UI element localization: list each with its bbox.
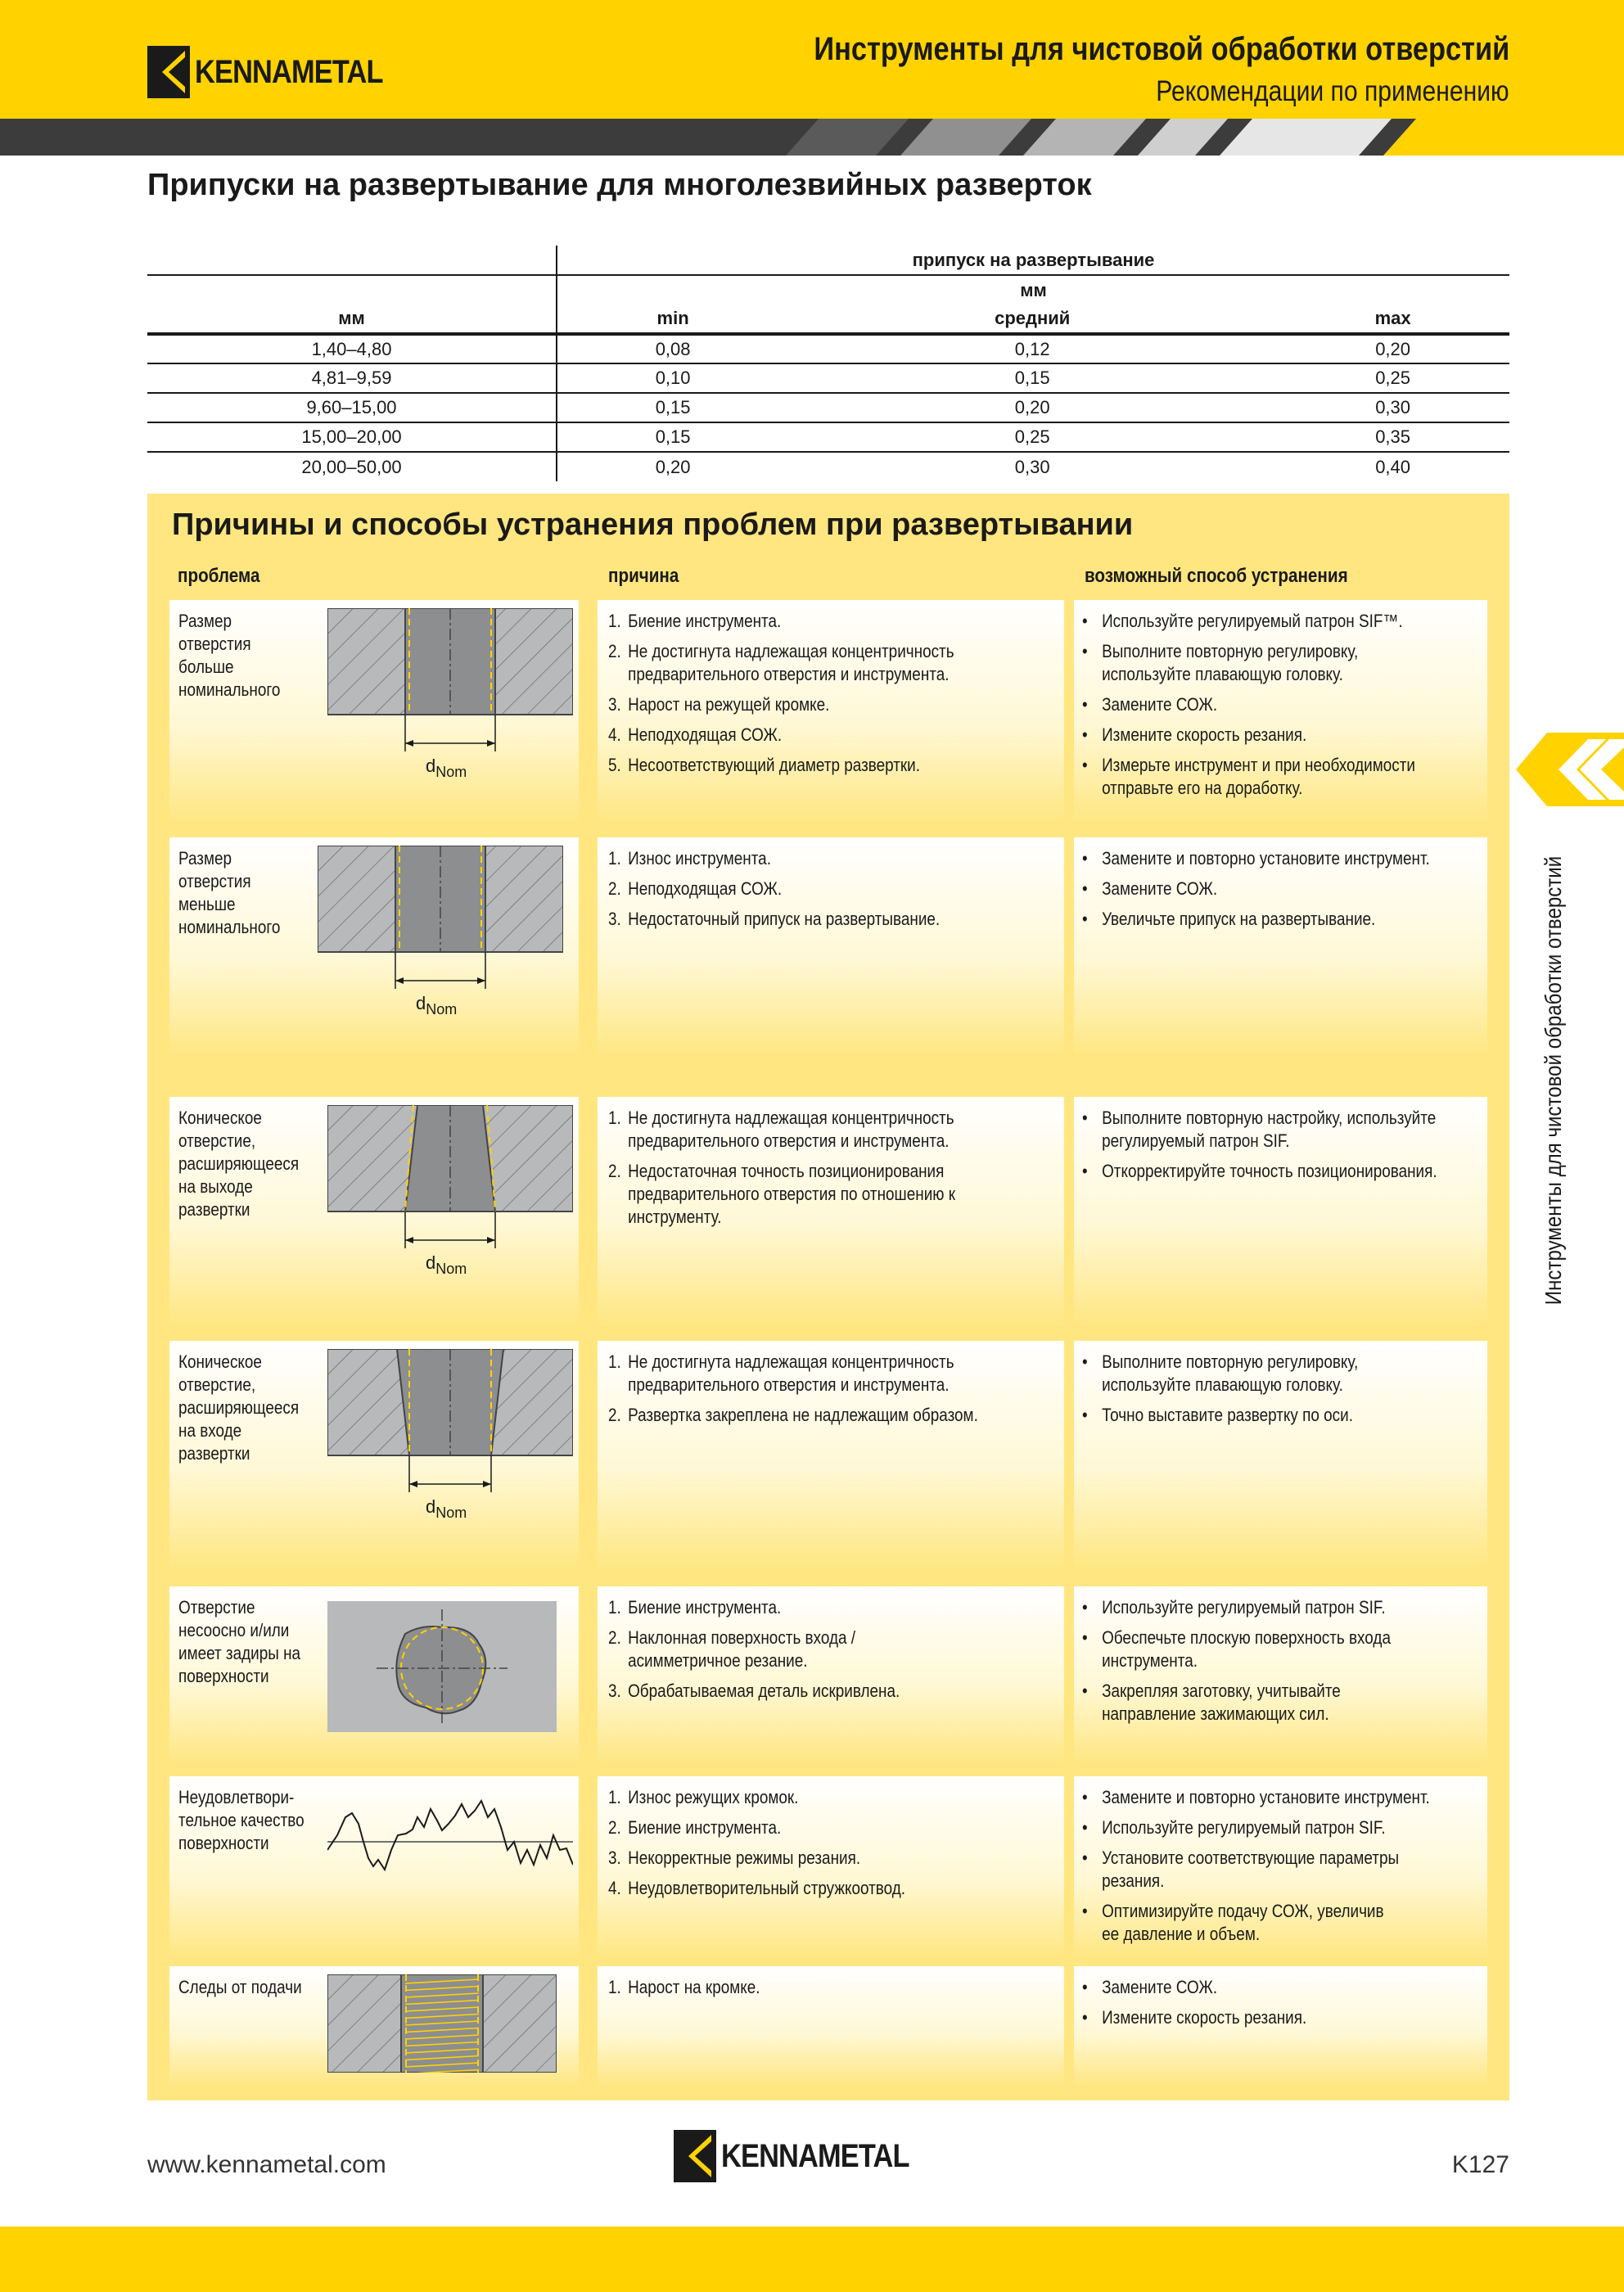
list-item bbox=[1082, 1351, 1358, 1396]
col-max-header: max bbox=[1276, 305, 1509, 334]
problem-diagram-icon bbox=[327, 608, 573, 780]
list-item bbox=[1082, 1160, 1437, 1183]
cell-min: 0,15 bbox=[557, 422, 788, 452]
list-line: Установите соответствующие параметры bbox=[1102, 1848, 1400, 1868]
list-line: Обрабатываемая деталь искривлена. bbox=[628, 1681, 900, 1701]
svg-text:dNom: $d_{Nom}$ bbox=[426, 1252, 467, 1277]
list-line: Не достигнута надлежащая концентричность bbox=[628, 1108, 954, 1128]
list-marker: 2. bbox=[608, 1627, 621, 1648]
list-item bbox=[608, 1976, 760, 1999]
svg-text:dNom: $d_{Nom}$ bbox=[426, 1496, 467, 1521]
list-marker: • bbox=[1082, 1848, 1088, 1868]
list-item bbox=[1082, 1680, 1391, 1726]
unit-header: мм bbox=[1020, 279, 1047, 300]
list-line: Замените и повторно установите инструмент. bbox=[1102, 848, 1430, 869]
list-item bbox=[1082, 1107, 1437, 1153]
list-line: Неподходящая СОЖ. bbox=[628, 724, 783, 745]
problem-line: отверстия bbox=[178, 871, 251, 891]
problem-line: отверстие, bbox=[178, 1374, 256, 1395]
list-marker: 1. bbox=[608, 611, 621, 631]
list-line: Неподходящая СОЖ. bbox=[628, 878, 783, 899]
list-line: предварительного отверстия и инструмента. bbox=[628, 664, 950, 684]
col-avg-header: средний bbox=[788, 305, 1276, 334]
list-line: Износ режущих кромок. bbox=[628, 1787, 799, 1807]
cause-list bbox=[608, 847, 940, 938]
problem-line: поверхности bbox=[178, 1666, 269, 1686]
problem-line: номинального bbox=[178, 679, 281, 700]
list-line: резания. bbox=[1102, 1870, 1165, 1891]
footer-bar bbox=[0, 2227, 1624, 2292]
list-line: регулируемый патрон SIF. bbox=[1102, 1130, 1290, 1151]
problem-line: Неудовлетвори- bbox=[178, 1787, 295, 1807]
list-line: инструмента. bbox=[1102, 1650, 1198, 1671]
problem-line: несоосно и/или bbox=[178, 1620, 290, 1640]
list-line: Наклонная поверхность входа / bbox=[628, 1627, 856, 1648]
list-line: Замените СОЖ. bbox=[1102, 878, 1218, 899]
list-item bbox=[608, 878, 940, 900]
cause-list bbox=[608, 1107, 955, 1236]
list-item bbox=[608, 1786, 905, 1809]
list-marker: 2. bbox=[608, 1817, 621, 1838]
list-line: Измерьте инструмент и при необходимости bbox=[1102, 755, 1415, 775]
problem-text bbox=[178, 847, 280, 939]
cell-avg: 0,12 bbox=[788, 334, 1276, 363]
list-item bbox=[608, 1596, 900, 1619]
list-marker: 2. bbox=[608, 1405, 621, 1425]
problem-line: Размер bbox=[178, 848, 232, 869]
cell-range: 20,00–50,00 bbox=[147, 452, 557, 481]
problem-text bbox=[178, 1107, 299, 1221]
header-subtitle: Рекомендации по применению bbox=[1156, 75, 1509, 107]
list-line: инструменту. bbox=[628, 1207, 722, 1227]
list-line: Оптимизируйте подачу СОЖ, увеличив bbox=[1102, 1901, 1384, 1921]
footer-url[interactable]: www.kennametal.com bbox=[147, 2151, 386, 2178]
remedy-list bbox=[1082, 847, 1430, 938]
remedy-list bbox=[1082, 1107, 1437, 1190]
problem-line: развертки bbox=[178, 1199, 250, 1220]
list-item bbox=[608, 1877, 905, 1900]
list-item bbox=[1082, 908, 1430, 931]
col-problem-header: проблема bbox=[178, 565, 260, 587]
list-marker: 3. bbox=[608, 909, 621, 929]
list-item bbox=[608, 1160, 955, 1229]
brand-wordmark: KENNAMETAL bbox=[195, 53, 383, 90]
list-line: Закрепляя заготовку, учитывайте bbox=[1102, 1681, 1341, 1701]
problem-diagram-icon bbox=[327, 1601, 557, 1732]
page-number: K127 bbox=[1451, 2151, 1509, 2178]
cell-avg: 0,25 bbox=[788, 422, 1276, 452]
list-marker: 2. bbox=[608, 878, 621, 899]
list-marker: • bbox=[1082, 1405, 1088, 1425]
list-line: Неудовлетворительный стружкоотвод. bbox=[628, 1878, 906, 1898]
list-line: Замените и повторно установите инструмент. bbox=[1102, 1787, 1430, 1807]
col-cause-header: причина bbox=[608, 565, 679, 587]
list-marker: • bbox=[1082, 694, 1088, 715]
list-marker: • bbox=[1082, 2007, 1088, 2028]
problem-line: расширяющееся bbox=[178, 1397, 300, 1418]
cell-range: 9,60–15,00 bbox=[147, 393, 557, 422]
list-line: Некорректные режимы резания. bbox=[628, 1848, 861, 1868]
list-line: Не достигнута надлежащая концентричность bbox=[628, 641, 954, 661]
list-item bbox=[1082, 1596, 1391, 1619]
problem-text bbox=[178, 610, 280, 702]
list-marker: 1. bbox=[608, 1787, 621, 1807]
col-remedy-header: возможный способ устранения bbox=[1085, 565, 1348, 587]
list-marker: • bbox=[1082, 611, 1088, 631]
problem-line: отверстие, bbox=[178, 1130, 256, 1151]
cell-range: 4,81–9,59 bbox=[147, 363, 557, 393]
list-line: Выполните повторную регулировку, bbox=[1102, 641, 1359, 661]
list-item bbox=[608, 640, 954, 686]
cell-max: 0,40 bbox=[1375, 456, 1411, 477]
list-line: Увеличьте припуск на развертывание. bbox=[1102, 909, 1376, 929]
list-item bbox=[1082, 847, 1430, 870]
problem-text bbox=[178, 1786, 304, 1855]
cause-list bbox=[608, 1976, 760, 2006]
list-item bbox=[608, 610, 954, 633]
cell-range: 15,00–20,00 bbox=[147, 422, 557, 452]
list-item bbox=[608, 847, 940, 870]
list-item bbox=[608, 1847, 905, 1870]
cell-min: 0,10 bbox=[557, 363, 788, 393]
problem-line: Следы от подачи bbox=[178, 1977, 302, 1997]
problem-text bbox=[178, 1976, 302, 1999]
list-line: Развертка закреплена не надлежащим образом. bbox=[628, 1405, 978, 1425]
list-marker: • bbox=[1082, 1977, 1088, 1997]
list-line: Не достигнута надлежащая концентричность bbox=[628, 1351, 954, 1372]
list-line: Нарост на кромке. bbox=[628, 1977, 760, 1997]
list-line: Биение инструмента. bbox=[628, 1817, 782, 1838]
table-row bbox=[147, 334, 1509, 363]
col-min-header: min bbox=[557, 305, 788, 334]
table-row bbox=[147, 422, 1509, 452]
list-item bbox=[608, 1404, 978, 1427]
list-marker: 4. bbox=[608, 724, 621, 745]
list-line: Замените СОЖ. bbox=[1102, 1977, 1218, 1997]
problem-line: тельное качество bbox=[178, 1810, 304, 1830]
list-line: ее давление и объем. bbox=[1102, 1924, 1261, 1944]
cell-min: 0,15 bbox=[557, 393, 788, 422]
list-item bbox=[1082, 640, 1415, 686]
problem-line: больше bbox=[178, 656, 234, 677]
cell-max: 0,25 bbox=[1276, 363, 1509, 393]
header-title: Инструменты для чистовой обработки отверстий bbox=[814, 31, 1509, 67]
list-marker: 3. bbox=[608, 1848, 621, 1868]
footer-kennametal-logo bbox=[674, 2130, 940, 2182]
problem-line: Коническое bbox=[178, 1108, 262, 1128]
cause-list bbox=[608, 1596, 900, 1710]
table-corner bbox=[147, 246, 557, 275]
list-line: Выполните повторную настройку, используйте bbox=[1102, 1108, 1437, 1128]
problem-diagram-icon bbox=[327, 1105, 573, 1277]
kennametal-k-icon bbox=[147, 46, 190, 98]
remedy-list bbox=[1082, 1976, 1306, 2037]
diameter-header: мм bbox=[147, 305, 557, 334]
list-line: Нарост на режущей кромке. bbox=[628, 694, 830, 715]
list-marker: • bbox=[1082, 1597, 1088, 1617]
list-marker: • bbox=[1082, 909, 1088, 929]
list-line: Несоответствующий диаметр развертки. bbox=[628, 755, 921, 775]
list-line: Замените СОЖ. bbox=[1102, 694, 1218, 715]
list-item bbox=[608, 1680, 900, 1703]
list-item bbox=[1082, 878, 1430, 900]
list-line: Биение инструмента. bbox=[628, 611, 782, 631]
problem-line: расширяющееся bbox=[178, 1153, 300, 1174]
table-row bbox=[147, 452, 1509, 481]
list-item bbox=[1082, 693, 1415, 716]
cell-avg: 0,30 bbox=[1014, 456, 1050, 477]
remedy-list bbox=[1082, 610, 1415, 807]
table-row bbox=[147, 363, 1509, 393]
list-marker: • bbox=[1082, 848, 1088, 869]
kennametal-k-icon bbox=[674, 2130, 716, 2182]
list-item bbox=[1082, 754, 1415, 800]
cause-list bbox=[608, 1351, 978, 1434]
problem-line: на входе bbox=[178, 1420, 242, 1441]
list-item bbox=[608, 1816, 905, 1839]
list-marker: • bbox=[1082, 1681, 1088, 1701]
problem-text bbox=[178, 1351, 299, 1465]
list-line: Обеспечьте плоскую поверхность входа bbox=[1102, 1627, 1391, 1648]
list-marker: • bbox=[1082, 1161, 1088, 1181]
problem-text bbox=[178, 1596, 300, 1688]
cell-max: 0,30 bbox=[1276, 393, 1509, 422]
list-item bbox=[1082, 1404, 1358, 1427]
list-item bbox=[1082, 1786, 1430, 1809]
list-line: асимметричное резание. bbox=[628, 1650, 808, 1671]
list-marker: • bbox=[1082, 1351, 1088, 1372]
problem-line: имеет задиры на bbox=[178, 1643, 301, 1663]
problem-line: Размер bbox=[178, 611, 232, 631]
list-line: направление зажимающих сил. bbox=[1102, 1703, 1329, 1724]
list-item bbox=[608, 693, 954, 716]
list-item bbox=[1082, 1816, 1430, 1839]
list-line: Выполните повторную регулировку, bbox=[1102, 1351, 1359, 1372]
troubleshooting-title: Причины и способы устранения проблем при развертывании bbox=[172, 508, 1134, 542]
problem-line: отверстия bbox=[178, 634, 251, 654]
list-line: Откорректируйте точность позиционирования. bbox=[1102, 1161, 1437, 1181]
problem-diagram-icon bbox=[327, 1784, 573, 1891]
remedy-list bbox=[1082, 1786, 1430, 1953]
page-header bbox=[0, 0, 1624, 119]
kennametal-logo bbox=[147, 46, 413, 98]
list-marker: 3. bbox=[608, 1681, 621, 1701]
list-item bbox=[608, 754, 954, 777]
list-item bbox=[1082, 1627, 1391, 1672]
list-line: отправьте его на доработку. bbox=[1102, 778, 1303, 798]
side-tab-chevron-icon bbox=[1516, 733, 1624, 806]
cell-avg: 0,15 bbox=[788, 363, 1276, 393]
list-line: предварительного отверстия и инструмента. bbox=[628, 1130, 950, 1151]
list-marker: • bbox=[1082, 1627, 1088, 1648]
list-marker: 3. bbox=[608, 694, 621, 715]
svg-text:dNom: $d_{Nom}$ bbox=[426, 756, 467, 780]
list-item bbox=[608, 1351, 978, 1396]
list-marker: 1. bbox=[608, 1108, 621, 1128]
problem-line: развертки bbox=[178, 1443, 250, 1464]
cell-avg: 0,20 bbox=[788, 393, 1276, 422]
list-line: Используйте регулируемый патрон SIF. bbox=[1102, 1597, 1386, 1617]
cell-max: 0,35 bbox=[1276, 422, 1509, 452]
list-marker: • bbox=[1082, 1787, 1088, 1807]
list-line: используйте плавающую головку. bbox=[1102, 1374, 1343, 1395]
list-marker: 4. bbox=[608, 1878, 621, 1898]
problem-line: Коническое bbox=[178, 1351, 262, 1372]
cell-max: 0,20 bbox=[1276, 334, 1509, 363]
list-marker: • bbox=[1082, 724, 1088, 745]
svg-text:dNom: $d_{Nom}$ bbox=[416, 993, 458, 1017]
cause-list bbox=[608, 610, 954, 784]
list-line: предварительного отверстия по отношению к bbox=[628, 1184, 955, 1204]
cell-range: 1,40–4,80 bbox=[147, 334, 557, 363]
list-line: Измените скорость резания. bbox=[1102, 2007, 1307, 2028]
list-item bbox=[608, 724, 954, 747]
table-row bbox=[147, 393, 1509, 422]
problem-line: меньше bbox=[178, 894, 236, 914]
list-item bbox=[1082, 1976, 1306, 1999]
list-marker: • bbox=[1082, 1817, 1088, 1838]
cell-min: 0,20 bbox=[655, 456, 691, 477]
list-marker: 1. bbox=[608, 1351, 621, 1372]
list-line: используйте плавающую головку. bbox=[1102, 664, 1343, 684]
problem-line: Отверстие bbox=[178, 1597, 255, 1617]
list-marker: 1. bbox=[608, 1977, 621, 1997]
list-item bbox=[1082, 1900, 1430, 1946]
list-item bbox=[608, 908, 940, 931]
remedy-list bbox=[1082, 1351, 1358, 1434]
brand-wordmark: KENNAMETAL bbox=[721, 2137, 909, 2174]
list-marker: • bbox=[1082, 641, 1088, 661]
problem-line: номинального bbox=[178, 917, 281, 937]
list-marker: • bbox=[1082, 1901, 1088, 1921]
list-line: Недостаточный припуск на развертывание. bbox=[628, 909, 941, 929]
list-item bbox=[1082, 610, 1415, 633]
list-line: Износ инструмента. bbox=[628, 848, 771, 869]
problem-line: на выходе bbox=[178, 1176, 253, 1197]
list-line: Используйте регулируемый патрон SIF™. bbox=[1102, 611, 1403, 631]
list-marker: • bbox=[1082, 755, 1088, 775]
remedy-list bbox=[1082, 1596, 1391, 1733]
group-header: припуск на развертывание bbox=[557, 246, 1509, 275]
problem-line: поверхности bbox=[178, 1833, 269, 1853]
cause-list bbox=[608, 1786, 905, 1907]
list-line: Используйте регулируемый патрон SIF. bbox=[1102, 1817, 1386, 1838]
list-item bbox=[608, 1107, 955, 1153]
list-item bbox=[1082, 2006, 1306, 2029]
allowance-table bbox=[147, 246, 1509, 481]
list-line: Точно выставите развертку по оси. bbox=[1102, 1405, 1353, 1425]
problem-diagram-icon bbox=[327, 1974, 557, 2073]
allowance-section-title: Припуски на развертывание для многолезвийных разверток bbox=[147, 168, 1092, 202]
header-stripe bbox=[0, 119, 1624, 156]
list-item bbox=[608, 1627, 900, 1672]
list-marker: • bbox=[1082, 878, 1088, 899]
list-marker: 1. bbox=[608, 1597, 621, 1617]
list-item bbox=[1082, 1847, 1430, 1893]
list-marker: 2. bbox=[608, 641, 621, 661]
list-item bbox=[1082, 724, 1415, 747]
list-line: Биение инструмента. bbox=[628, 1597, 782, 1617]
cell-min: 0,08 bbox=[557, 334, 788, 363]
list-line: Измените скорость резания. bbox=[1102, 724, 1307, 745]
list-marker: 5. bbox=[608, 755, 621, 775]
problem-diagram-icon bbox=[327, 1349, 573, 1521]
list-line: Недостаточная точность позиционирования bbox=[628, 1161, 945, 1181]
side-tab-label: Инструменты для чистовой обработки отверстий bbox=[1541, 855, 1566, 1306]
list-marker: • bbox=[1082, 1108, 1088, 1128]
list-marker: 2. bbox=[608, 1161, 621, 1181]
problem-diagram-icon bbox=[318, 846, 563, 1017]
list-marker: 1. bbox=[608, 848, 621, 869]
list-line: предварительного отверстия и инструмента. bbox=[628, 1374, 950, 1395]
